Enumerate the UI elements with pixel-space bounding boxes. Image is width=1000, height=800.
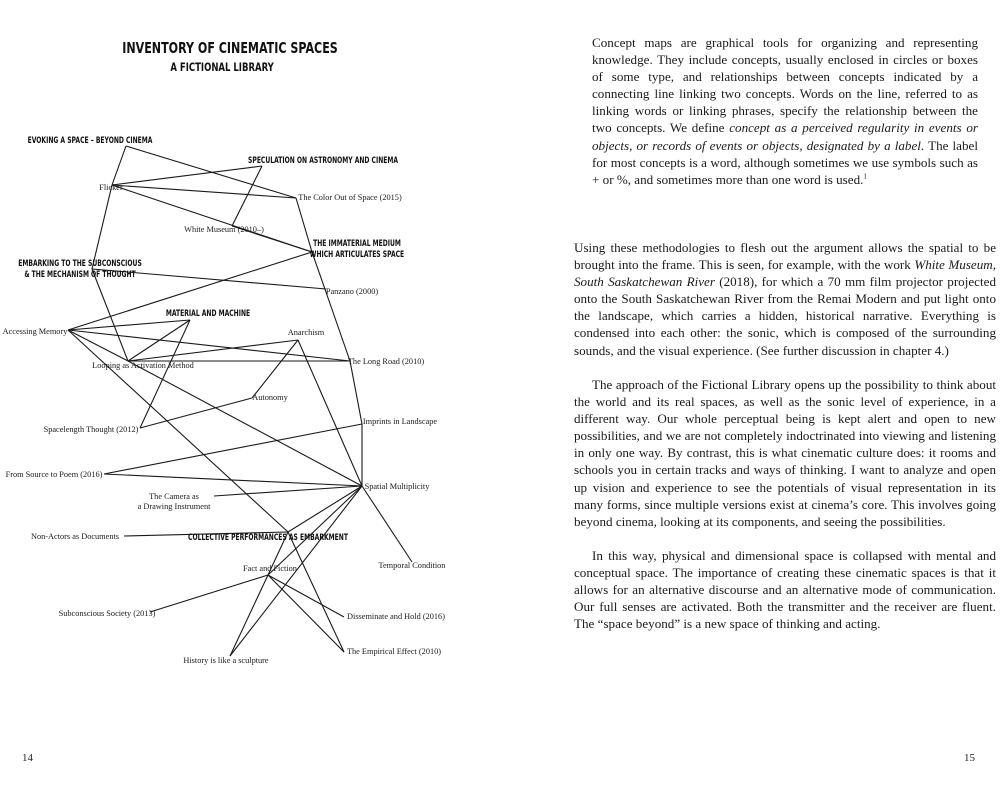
paragraph-physical-space	[574, 547, 996, 632]
node-source-to-poem: From Source to Poem (2016)	[5, 470, 103, 479]
edge-accessing_memory-material	[68, 320, 190, 330]
edge-flicker-subconscious	[92, 185, 112, 269]
p2-text-b: (2018), for which a 70 mm film projector projected onto the South Saskatchewan River from the Remai Modern and put light onto the landscape, which carries a hidden, historical narrative. Everything is condensed into each other: the sonic, which is composed of the surrounding sounds, and the visual experience. (See further discussion in chapter 4.)	[574, 274, 996, 358]
p1-definition-italic: concept as a perceived regularity in events or objects, or records of events or objects, designated by a label	[592, 120, 978, 153]
edge-fact-empirical	[268, 575, 344, 652]
category-speculation-astronomy: SPECULATION ON ASTRONOMY AND CINEMA	[248, 154, 399, 166]
node-spatial-multiplicity: Spatial Multiplicity	[364, 482, 430, 491]
p3-text: The approach of the Fictional Library opens up the possibility to think about the world and its real spaces, as well as the sonic level of experience, in a different way. Our whole perceptual being is kept alert and open to new possibilities, and we are not completely indoctrinated into viewing and listening in only one way. By contrast, this is what cinematic culture does: it rooms and schools you in certain tracks and ways of thinking. I want to analyze and open up vision and experience to see the potentials of visual representation in its many forms, since multiple versions exist at cinema’s core. This involves going beyond cinema, looking at its components, and seeing the possibilities.	[574, 377, 996, 529]
edge-fact-subconscious_society	[150, 575, 268, 612]
diagram-title: INVENTORY OF CINEMATIC SPACES	[122, 40, 338, 58]
node-looping-activation: Looping as Activation Method	[92, 361, 194, 370]
edge-anarchism-autonomy	[252, 340, 298, 398]
diagram-subtitle: A FICTIONAL LIBRARY	[170, 61, 274, 75]
category-material-machine: MATERIAL AND MACHINE	[165, 307, 251, 319]
footnote-mark[interactable]: 1	[863, 172, 867, 181]
node-panzano: Panzano (2000)	[325, 287, 379, 296]
edge-spatial-fact	[268, 486, 362, 575]
edge-evoking-flicker	[112, 146, 126, 185]
edge-anarchism-looping	[128, 340, 298, 361]
edge-camera-spatial	[214, 486, 362, 496]
category-subconscious: EMBARKING TO THE SUBCONSCIOUS	[18, 257, 142, 269]
page-number-left: 14	[22, 752, 33, 764]
edge-fact-history	[230, 575, 268, 656]
node-spacelength-thought: Spacelength Thought (2012)	[43, 425, 139, 434]
edge-fact-disseminate	[268, 575, 344, 617]
node-flicker: Flicker	[99, 183, 123, 192]
node-fact-and-fiction: Fact and Fiction	[243, 564, 297, 573]
concept-map-edges	[68, 146, 412, 656]
p1-text-a: Concept maps are graphical tools for organizing and representing knowledge. They include concepts, usually enclosed in circles or boxes of some type, and relationships between concepts indicated by a connecting line linking two concepts. Words on the line, referred to as linking words or linking phrases, specify the relationship between the two concepts. We define	[592, 35, 978, 136]
edge-subconscious-looping	[92, 269, 128, 361]
edge-looping-spatial	[128, 361, 362, 486]
node-camera-drawing: The Camera as	[149, 492, 199, 501]
node-long-road: The Long Road (2010)	[347, 357, 425, 366]
p2-work-title-italic: White Museum, South Saskatchewan River	[574, 257, 997, 290]
edge-spatial-temporal	[362, 486, 412, 562]
edge-color_out-immaterial	[296, 198, 312, 252]
edge-flicker-color_out	[112, 185, 296, 198]
edge-flicker-speculation	[112, 166, 262, 185]
category-evoking-space: EVOKING A SPACE – BEYOND CINEMA	[27, 134, 153, 146]
edge-source_poem-spatial	[104, 474, 362, 486]
category-immaterial-medium-line2: WHICH ARTICULATES SPACE	[309, 248, 405, 260]
edge-speculation-white_museum	[232, 166, 262, 226]
paragraph-methodologies	[574, 239, 996, 359]
node-subconscious-society: Subconscious Society (2013)	[58, 609, 156, 618]
node-history-sculpture: History is like a sculpture	[183, 656, 269, 665]
node-autonomy: Autonomy	[252, 393, 288, 402]
node-non-actors: Non-Actors as Documents	[30, 532, 120, 541]
category-subconscious-line2: & THE MECHANISM OF THOUGHT	[24, 268, 136, 280]
node-imprints-landscape: Imprints in Landscape	[362, 417, 438, 426]
edge-autonomy-spacelength	[140, 398, 252, 428]
node-empirical-effect: The Empirical Effect (2010)	[346, 647, 442, 656]
category-immaterial-medium: THE IMMATERIAL MEDIUM	[313, 237, 401, 249]
edge-spatial-collective	[288, 486, 362, 532]
paragraph-fictional-library	[574, 376, 996, 530]
paragraph-concept-maps	[592, 34, 978, 188]
node-temporal-condition: Temporal Condition	[378, 561, 446, 570]
p2-text-a: Using these methodologies to flesh out the argument allows the spatial to be brought into the frame. This is seen, for example, with the work	[574, 240, 996, 273]
node-accessing-memory: Accessing Memory	[2, 327, 68, 336]
page-number-right: 15	[964, 752, 975, 764]
p4-text: In this way, physical and dimensional space is collapsed with mental and conceptual space. The importance of creating these cinematic spaces is that it allows for an alternative discourse and an alternative mode of communication. Our full senses are activated. Both the transmitter and the receiver are fluent. The “space beyond” is a new space of thinking and acting.	[574, 548, 996, 632]
edge-immaterial-long_road	[312, 252, 350, 361]
category-collective-performances: COLLECTIVE PERFORMANCES AS EMBARKMENT	[188, 531, 348, 543]
node-disseminate-hold: Disseminate and Hold (2016)	[347, 612, 445, 621]
edge-collective-empirical	[288, 532, 344, 652]
edge-long_road-imprints	[350, 361, 362, 424]
node-white-museum: White Museum (2010–)	[184, 225, 264, 234]
p1-text-b: . The label for most concepts is a word, although sometimes we use symbols such as + or %, and sometimes more than one word is used.	[592, 137, 978, 187]
edge-accessing_memory-looping	[68, 330, 128, 361]
node-camera-drawing-line2: a Drawing Instrument	[137, 502, 211, 511]
node-color-out-of-space: The Color Out of Space (2015)	[298, 193, 402, 202]
edge-imprints-source_poem	[104, 424, 362, 474]
node-anarchism: Anarchism	[287, 328, 325, 337]
